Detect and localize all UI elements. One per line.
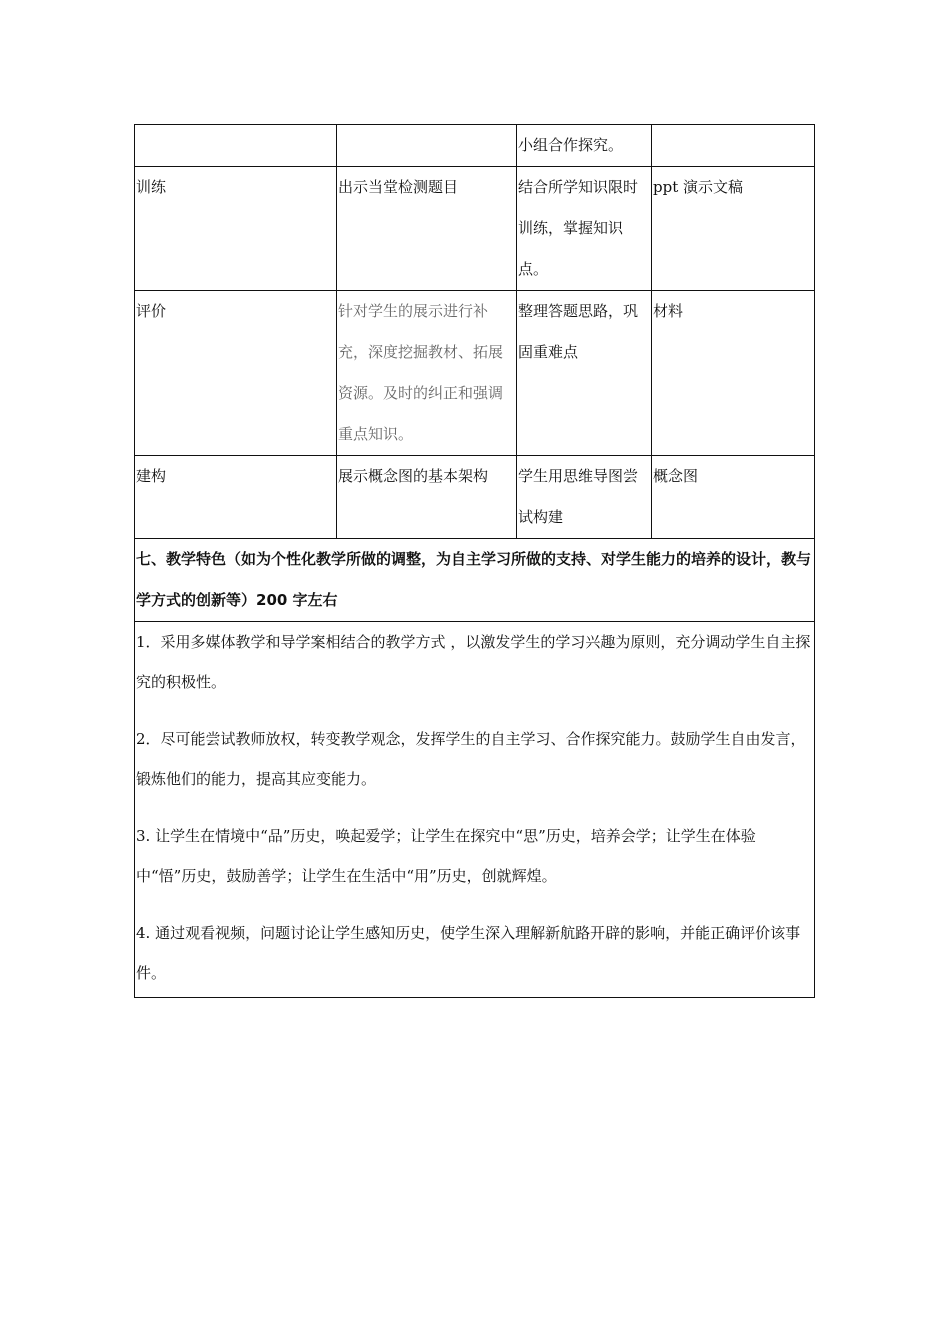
table-row (135, 456, 815, 539)
feature-item: 1．采用多媒体教学和导学案相结合的教学方式 ，以激发学生的学习兴趣为原则，充分调动学生自主探究的积极性。 (136, 633, 811, 691)
feature-item: 2．尽可能尝试教师放权，转变教学观念，发挥学生的自主学习、合作探究能力。鼓励学生自由发言，锻炼他们的能力，提高其应变能力。 (136, 730, 806, 788)
teaching-process-table (134, 124, 815, 998)
media-cell: 材料 (652, 291, 815, 456)
student-activity-cell: 结合所学知识限时训练，掌握知识点。 (517, 167, 652, 291)
table-row (135, 291, 815, 456)
stage-cell: 训练 (135, 167, 337, 291)
teacher-activity-cell: 展示概念图的基本架构 (337, 456, 517, 539)
stage-cell (135, 125, 337, 167)
feature-item: 4. 通过观看视频，问题讨论让学生感知历史，使学生深入理解新航路开辟的影响，并能正确评价该事件。 (136, 924, 801, 982)
student-activity-cell: 学生用思维导图尝试构建 (517, 456, 652, 539)
features-heading-row (135, 539, 815, 622)
student-activity-cell: 整理答题思路，巩固重难点 (517, 291, 652, 456)
feature-item: 3. 让学生在情境中“品”历史，唤起爱学；让学生在探究中“思”历史，培养会学；让学生在体验中“悟”历史，鼓励善学；让学生在生活中“用”历史，创就辉煌。 (136, 827, 756, 885)
student-activity-cell: 小组合作探究。 (517, 125, 652, 167)
table-row (135, 167, 815, 291)
media-cell: 概念图 (652, 456, 815, 539)
teacher-activity-cell (337, 125, 517, 167)
table-row (135, 125, 815, 167)
features-list (135, 622, 815, 998)
features-heading: 七、教学特色（如为个性化教学所做的调整，为自主学习所做的支持、对学生能力的培养的设计，教与学方式的创新等）200 字左右 (135, 539, 815, 622)
teacher-activity-cell: 针对学生的展示进行补充，深度挖掘教材、拓展资源。及时的纠正和强调重点知识。 (337, 291, 517, 456)
lesson-plan-sheet (134, 124, 814, 998)
media-cell: ppt 演示文稿 (652, 167, 815, 291)
stage-cell: 评价 (135, 291, 337, 456)
features-body-row (135, 622, 815, 998)
media-cell (652, 125, 815, 167)
teacher-activity-cell: 出示当堂检测题目 (337, 167, 517, 291)
stage-cell: 建构 (135, 456, 337, 539)
